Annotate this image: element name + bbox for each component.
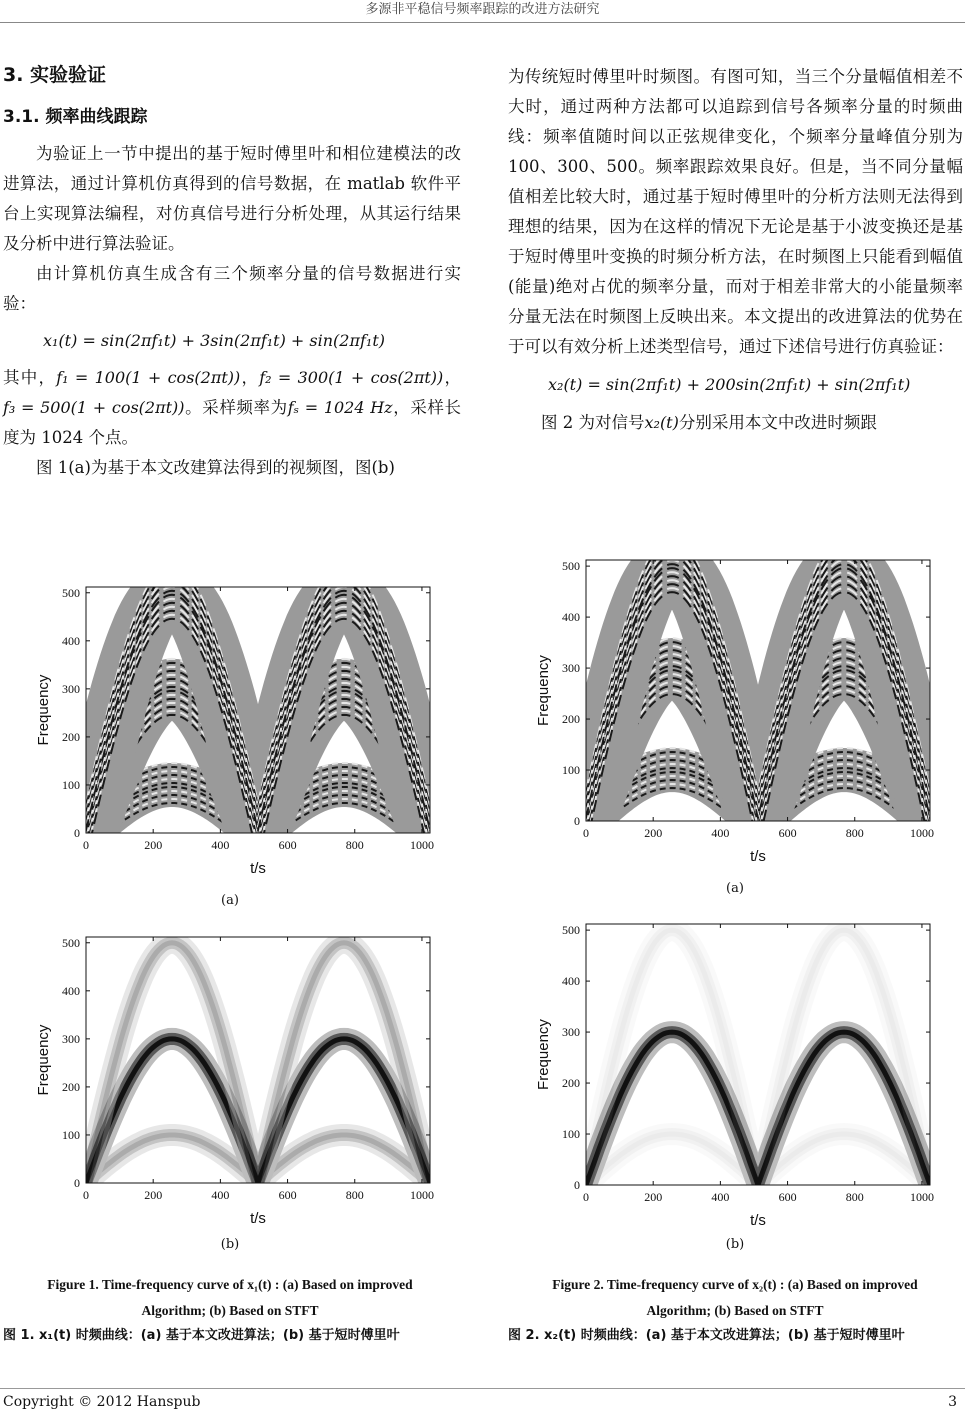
figure-1-caption-en (0, 1272, 460, 1324)
x-tick-label: 1000 (409, 838, 434, 852)
x-tick-label: 0 (583, 1190, 589, 1204)
y-tick-label: 100 (62, 1127, 80, 1142)
figure-1-caption-zh: 图 1. x₁(t) 时频曲线：(a) 基于本文改进算法；(b) 基于短时傅里叶 (3, 1328, 400, 1343)
y-axis-label: Frequency (35, 1024, 52, 1096)
y-tick-label: 100 (562, 1127, 580, 1142)
x-axis-label: t/s (250, 1210, 266, 1227)
plot-area (586, 924, 930, 1185)
y-axis-label: Frequency (35, 674, 52, 746)
footer-rule (0, 1388, 965, 1389)
x-tick-label: 0 (583, 826, 589, 840)
x-tick-label: 600 (278, 1188, 297, 1202)
section-title: 3. 实验验证 (3, 64, 107, 86)
x-tick-label: 600 (778, 826, 797, 840)
spectrogram-chart (30, 925, 440, 1235)
figure-2-caption-zh: 图 2. x₂(t) 时频曲线：(a) 基于本文改进算法；(b) 基于短时傅里叶 (508, 1328, 905, 1343)
equation-f3: f₃ = 500(1 + cos(2πt)) (3, 398, 185, 417)
x-tick-label: 800 (345, 838, 364, 852)
y-tick-label: 400 (62, 633, 80, 648)
x-axis-label: t/s (750, 1212, 766, 1229)
y-axis-label: Frequency (535, 1019, 552, 1090)
y-tick-label: 300 (562, 661, 580, 676)
x-tick-label: 200 (144, 838, 163, 852)
paragraph: 图 1(a)为基于本文改建算法得到的视频图，图(b) (36, 458, 395, 477)
y-tick-label: 0 (74, 1176, 80, 1190)
paragraph: 其中，f₁ = 100(1 + cos(2πt))，f₂ = 300(1 + cos(2πt))，f₃ = 500(1 + cos(2πt))。采样频率为fₛ = 1024 Hz，采样长度为 1024 个点。 (3, 368, 462, 447)
spectrogram-chart (530, 548, 940, 873)
x-tick-label: 0 (83, 1188, 89, 1202)
x-tick-label: 200 (144, 1188, 163, 1202)
y-tick-label: 500 (62, 935, 80, 950)
text-span: 。采样频率为 (184, 398, 288, 417)
y-tick-label: 100 (562, 763, 580, 778)
text-span: ，采样长度为 1024 个点。 (3, 398, 462, 447)
x-axis-label: t/s (250, 860, 266, 877)
x-tick-label: 200 (644, 826, 663, 840)
y-tick-label: 200 (62, 729, 80, 744)
x-tick-label: 800 (345, 1188, 364, 1202)
equation (508, 362, 963, 408)
text-span: 图 2 为对信号 (541, 413, 645, 432)
caption-line: Figure 1. Time-frequency curve of x₁(t) : (a) Based on improved (47, 1277, 413, 1292)
paragraph: 为验证上一节中提出的基于短时傅里叶和相位建模法的改进算法，通过计算机仿真得到的信号数据，在 matlab 软件平台上实现算法编程，对仿真信号进行分析处理，从其运行结果及分析中进行算法验证。 (3, 144, 461, 253)
y-tick-label: 300 (62, 1031, 80, 1046)
y-tick-label: 0 (574, 814, 580, 828)
equation-f2: f₂ = 300(1 + cos(2πt)) (259, 368, 444, 387)
y-tick-label: 500 (562, 923, 580, 938)
plot-area (86, 937, 430, 1183)
figure-2a (530, 548, 940, 873)
equation-x1: x₁(t) = sin(2πf₁t) + 3sin(2πf₁t) + sin(2πf₁t) (43, 331, 385, 350)
caption-line: Figure 2. Time-frequency curve of x₂(t) : (a) Based on improved (552, 1277, 918, 1292)
y-tick-label: 0 (574, 1178, 580, 1192)
x-tick-label: 400 (211, 1188, 230, 1202)
y-tick-label: 200 (562, 1076, 580, 1091)
equation-f1: f₁ = 100(1 + cos(2πt)) (56, 368, 241, 387)
y-tick-label: 200 (562, 712, 580, 727)
y-tick-label: 400 (62, 983, 80, 998)
spectrogram-chart (530, 912, 940, 1237)
figure-1a (30, 575, 440, 885)
y-tick-label: 200 (62, 1079, 80, 1094)
x-tick-label: 200 (644, 1190, 663, 1204)
figure-1b (30, 925, 440, 1235)
x-axis-label: t/s (750, 848, 766, 865)
equation (3, 319, 461, 363)
x-tick-label: 400 (711, 826, 730, 840)
figure-2b (530, 912, 940, 1237)
running-header: 多源非平稳信号频率跟踪的改进方法研究 (365, 2, 600, 17)
page-number: 3 (948, 1394, 957, 1410)
y-tick-label: 400 (562, 610, 580, 625)
plot-area (586, 548, 930, 847)
x-tick-label: 600 (778, 1190, 797, 1204)
y-tick-label: 300 (562, 1025, 580, 1040)
x-tick-label: 400 (211, 838, 230, 852)
x-tick-label: 800 (845, 826, 864, 840)
paragraph (508, 408, 963, 438)
y-tick-label: 300 (62, 681, 80, 696)
header-rule (0, 22, 965, 23)
figure-2a-label: (a) (726, 881, 744, 896)
x-tick-label: 1000 (909, 826, 934, 840)
equation-fs: fₛ = 1024 Hz (287, 398, 393, 417)
equation-x2: x₂(t) = sin(2πf₁t) + 200sin(2πf₁t) + sin(2πf₁t) (548, 375, 911, 394)
y-tick-label: 400 (562, 974, 580, 989)
figure-2-caption-en (505, 1272, 965, 1324)
right-column (508, 62, 963, 438)
x-tick-label: 0 (83, 838, 89, 852)
subsection-title: 3.1. 频率曲线跟踪 (3, 107, 148, 127)
left-column (3, 55, 461, 483)
figure-1a-label: (a) (221, 893, 239, 908)
paragraph: 由计算机仿真生成含有三个频率分量的信号数据进行实验： (3, 264, 461, 313)
y-tick-label: 100 (62, 777, 80, 792)
y-axis-label: Frequency (535, 655, 552, 726)
y-tick-label: 0 (74, 826, 80, 840)
x-tick-label: 400 (711, 1190, 730, 1204)
paragraph: 为传统短时傅里叶时频图。有图可知，当三个分量幅值相差不大时，通过两种方法都可以追踪到信号各频率分量的时频曲线：频率值随时间以正弦规律变化，个频率分量峰值分别为 100、300、500。频率跟踪效果良好。但是，当不同分量幅值相差比较大时，通过基于短时傅里叶的分析方法则无法得到理想的结果，因为在这样的情况下无论是基于小波变换还是基于短时傅里叶变换的时频分析方法，在时频图上只能看到幅值(能量)绝对占优的频率分量，而对于相差非常大的小能量频率分量无法在时频图上反映出来。本文提出的改进算法的优势在于可以有效分析上述类型信号，通过下述信号进行仿真验证： (508, 67, 963, 356)
copyright: Copyright © 2012 Hanspub (3, 1394, 201, 1410)
caption-line: Algorithm; (b) Based on STFT (646, 1303, 824, 1318)
spectrogram-chart (30, 575, 440, 885)
x-tick-label: 1000 (909, 1190, 934, 1204)
x-tick-label: 800 (845, 1190, 864, 1204)
figure-2b-label: (b) (725, 1237, 745, 1252)
y-tick-label: 500 (562, 559, 580, 574)
y-tick-label: 500 (62, 585, 80, 600)
text-span: 分别采用本文中改进时频跟 (678, 413, 877, 432)
text-span: 其中， (3, 368, 57, 387)
x-tick-label: 1000 (409, 1188, 434, 1202)
x-tick-label: 600 (278, 838, 297, 852)
plot-area (86, 575, 430, 859)
figure-1b-label: (b) (220, 1237, 240, 1252)
equation-x2-inline: x₂(t) (644, 413, 679, 432)
caption-line: Algorithm; (b) Based on STFT (141, 1303, 319, 1318)
